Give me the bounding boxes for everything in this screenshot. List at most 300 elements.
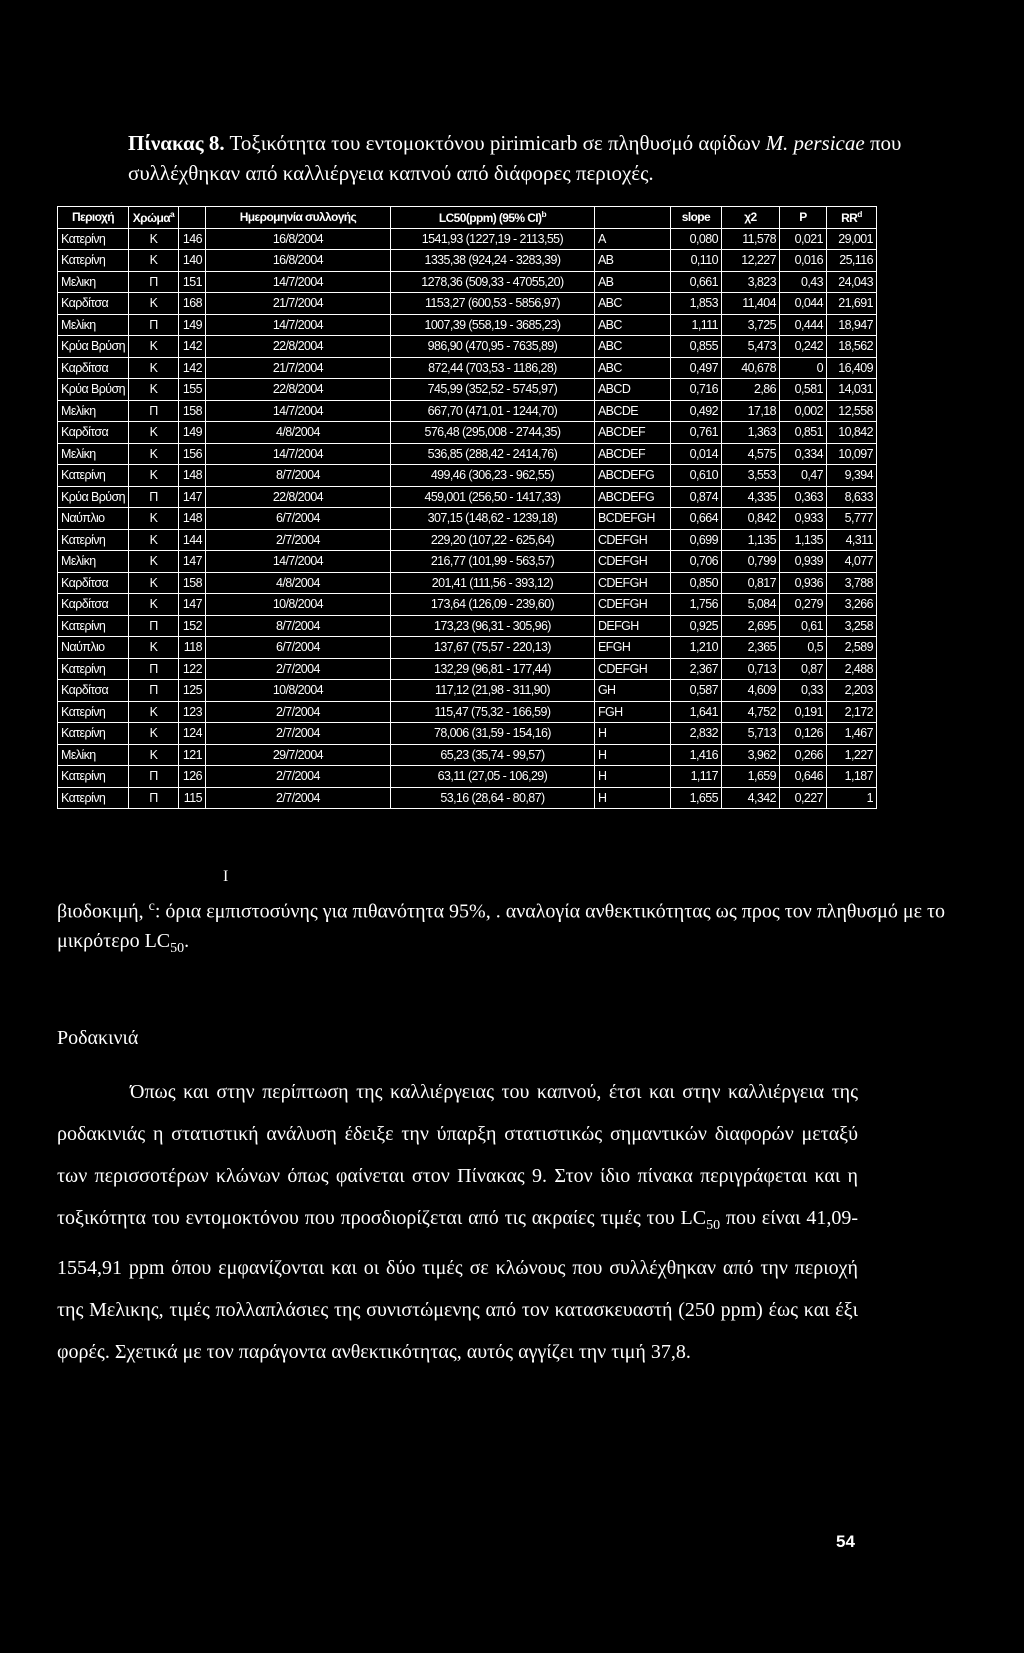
column-header: P [779, 207, 826, 229]
table-cell: 1007,39 (558,19 - 3685,23) [390, 314, 594, 336]
table-cell: Μελίκη [58, 443, 129, 465]
table-cell: 148 [178, 508, 205, 530]
table-cell: 16,409 [826, 357, 876, 379]
table-cell: 4/8/2004 [205, 422, 390, 444]
table-row [58, 422, 877, 444]
table-cell: 0,110 [670, 250, 721, 272]
table-cell: K [128, 529, 178, 551]
table-cell: K [128, 551, 178, 573]
table-cell: K [128, 744, 178, 766]
table-cell: 0,713 [721, 658, 779, 680]
table-cell: 123 [178, 701, 205, 723]
table-cell: 0,47 [779, 465, 826, 487]
table-cell: 156 [178, 443, 205, 465]
table-body [58, 228, 877, 809]
table-cell: 1,416 [670, 744, 721, 766]
table-cell: 0,242 [779, 336, 826, 358]
table-cell: 1,117 [670, 766, 721, 788]
table-cell: K [128, 422, 178, 444]
table-cell: K [128, 594, 178, 616]
column-header: Περιοχή [58, 207, 129, 229]
table-cell: 459,001 (256,50 - 1417,33) [390, 486, 594, 508]
table-cell: 2,365 [721, 637, 779, 659]
table-cell: 125 [178, 680, 205, 702]
table-cell: Καρδίτσα [58, 293, 129, 315]
table-cell: 10,842 [826, 422, 876, 444]
table-cell: 4,752 [721, 701, 779, 723]
table-cell: Π [128, 486, 178, 508]
table-cell: 1,363 [721, 422, 779, 444]
table-cell: 10/8/2004 [205, 680, 390, 702]
table-cell: 5,084 [721, 594, 779, 616]
table-cell: 1541,93 (1227,19 - 2113,55) [390, 228, 594, 250]
table-cell: 40,678 [721, 357, 779, 379]
table-cell: 115,47 (75,32 - 166,59) [390, 701, 594, 723]
table-cell: 118 [178, 637, 205, 659]
table-cell: 0,664 [670, 508, 721, 530]
table-cell: K [128, 723, 178, 745]
table-cell: 3,258 [826, 615, 876, 637]
table-cell: 745,99 (352,52 - 5745,97) [390, 379, 594, 401]
table-row [58, 766, 877, 788]
table-cell: 142 [178, 336, 205, 358]
table-cell: 147 [178, 551, 205, 573]
column-header: Χρώμα$^a$ [128, 207, 178, 229]
paragraph-part2: που είναι 41,09-1554,91 ppm όπου εμφανίζονται και οι δύο τιμές σε κλώνους που συλλέχθηκαν από την περιοχή της Μελικης, τιμές πολλαπλάσιες της συνιστώμενης από τον κατασκευαστή (250 ppm) έως και έξι φορές. Σχετικά με τον παράγοντα ανθεκτικότητας, αυτός αγγίζει την τιμή 37,8. [57, 1207, 859, 1363]
table-cell: 0,842 [721, 508, 779, 530]
table-cell: 147 [178, 486, 205, 508]
table-cell: 576,48 (295,008 - 2744,35) [390, 422, 594, 444]
column-header [594, 207, 670, 229]
table-cell: 12,558 [826, 400, 876, 422]
table-cell: 14/7/2004 [205, 551, 390, 573]
table-cell: 4,575 [721, 443, 779, 465]
table-cell: 0,126 [779, 723, 826, 745]
table-cell: 0,855 [670, 336, 721, 358]
table-cell: Μελίκη [58, 551, 129, 573]
table-cell: 25,116 [826, 250, 876, 272]
table-cell: CDEFGH [594, 529, 670, 551]
table-cell: 78,006 (31,59 - 154,16) [390, 723, 594, 745]
table-cell: 307,15 (148,62 - 1239,18) [390, 508, 594, 530]
table-cell: 137,67 (75,57 - 220,13) [390, 637, 594, 659]
table-cell: 0,33 [779, 680, 826, 702]
table-row [58, 379, 877, 401]
table-cell: 0,5 [779, 637, 826, 659]
table-cell: 4,342 [721, 787, 779, 809]
table-cell: 1,135 [721, 529, 779, 551]
table-cell: 22/8/2004 [205, 486, 390, 508]
table-cell: Καρδίτσα [58, 572, 129, 594]
table-cell: 0,044 [779, 293, 826, 315]
table-cell: 11,404 [721, 293, 779, 315]
table-cell: Κατερίνη [58, 465, 129, 487]
table-cell: Π [128, 680, 178, 702]
table-row [58, 357, 877, 379]
caption-species: M. persicae [765, 131, 865, 155]
table-cell: 155 [178, 379, 205, 401]
table-cell: 0,587 [670, 680, 721, 702]
table-cell: 0,936 [779, 572, 826, 594]
table-cell: 1,227 [826, 744, 876, 766]
table-cell: Κατερίνη [58, 250, 129, 272]
table-cell: K [128, 701, 178, 723]
table-cell: 5,473 [721, 336, 779, 358]
table-cell: 1335,38 (924,24 - 3283,39) [390, 250, 594, 272]
table-cell: 144 [178, 529, 205, 551]
table-row [58, 594, 877, 616]
section-subheading: Ροδακινιά [57, 1027, 139, 1049]
table-cell: Κατερίνη [58, 228, 129, 250]
table-cell: 1,853 [670, 293, 721, 315]
table-cell: A [594, 228, 670, 250]
table-cell: 6/7/2004 [205, 637, 390, 659]
table-cell: 2,86 [721, 379, 779, 401]
table-cell: K [128, 228, 178, 250]
table-cell: 2/7/2004 [205, 723, 390, 745]
table-row [58, 465, 877, 487]
table-cell: 3,823 [721, 271, 779, 293]
table-cell: 0,610 [670, 465, 721, 487]
table-cell: 0,61 [779, 615, 826, 637]
footnote-part2: : όρια εμπιστοσύνης για πιθανότητα 95%, . αναλογία ανθεκτικότητας ως προς τον πληθυσμό με το μικρότερο LC [57, 900, 946, 952]
table-cell: 122 [178, 658, 205, 680]
table-cell: 2/7/2004 [205, 529, 390, 551]
table-cell: 0,933 [779, 508, 826, 530]
table-cell: 1,655 [670, 787, 721, 809]
table-cell: Κατερίνη [58, 701, 129, 723]
table-cell: 14/7/2004 [205, 314, 390, 336]
caption-text-end: που συλλέχθηκαν από καλλιέργεια καπνού από διάφορες περιοχές. [128, 131, 902, 185]
table-cell: Καρδίτσα [58, 680, 129, 702]
table-cell: K [128, 572, 178, 594]
table-row [58, 271, 877, 293]
table-cell: 8,633 [826, 486, 876, 508]
table-cell: 229,20 (107,22 - 625,64) [390, 529, 594, 551]
table-cell: 0,279 [779, 594, 826, 616]
table-row [58, 486, 877, 508]
table-cell: ABCDEF [594, 443, 670, 465]
table-cell: AB [594, 271, 670, 293]
table-cell: Κατερίνη [58, 787, 129, 809]
table-cell: 2/7/2004 [205, 787, 390, 809]
table-cell: 0,699 [670, 529, 721, 551]
table-row [58, 744, 877, 766]
table-cell: 201,41 (111,56 - 393,12) [390, 572, 594, 594]
table-row [58, 723, 877, 745]
table-header-row [58, 207, 877, 229]
table-cell: GH [594, 680, 670, 702]
table-cell: K [128, 465, 178, 487]
table-cell: K [128, 443, 178, 465]
table-cell: Κρύα Βρύση [58, 336, 129, 358]
table-cell: 0,497 [670, 357, 721, 379]
table-cell: Μελίκη [58, 314, 129, 336]
table-row [58, 508, 877, 530]
table-row [58, 787, 877, 809]
table-cell: DEFGH [594, 615, 670, 637]
footnote-sup: c [148, 899, 155, 914]
table-footnote [57, 892, 957, 963]
table-cell: 29,001 [826, 228, 876, 250]
table-cell: Ναύπλιο [58, 637, 129, 659]
table-cell: 14/7/2004 [205, 400, 390, 422]
table-cell: 124 [178, 723, 205, 745]
table-cell: ABC [594, 336, 670, 358]
table-cell: 148 [178, 465, 205, 487]
table-cell: ABC [594, 293, 670, 315]
paragraph-part1: Όπως και στην περίπτωση της καλλιέργειας του καπνού, έτσι και στην καλλιέργεια της ροδακινιάς η στατιστική ανάλυση έδειξε την ύπαρξη στατιστικώς σημαντικών διαφορών μεταξύ των περισσοτέρων κλώνων όπως φαίνεται στον Πίνακας 9. Στον ίδιο πίνακα περιγράφεται και η τοξικότητα του εντομοκτόνου που προσδιορίζεται από τις ακραίες τιμές του LC [57, 1081, 858, 1229]
footnote-sub: 50 [170, 940, 185, 956]
table-cell: Κρύα Βρύση [58, 486, 129, 508]
table-cell: 0,925 [670, 615, 721, 637]
table-cell: 0,014 [670, 443, 721, 465]
table-cell: 0,021 [779, 228, 826, 250]
table-row [58, 400, 877, 422]
table-row [58, 572, 877, 594]
table-cell: CDEFGH [594, 658, 670, 680]
table-cell: Καρδίτσα [58, 357, 129, 379]
table-cell: 126 [178, 766, 205, 788]
table-cell: 0,002 [779, 400, 826, 422]
table-cell: 10,097 [826, 443, 876, 465]
body-paragraph [57, 1071, 858, 1373]
table-cell: 21/7/2004 [205, 357, 390, 379]
table-cell: 0,874 [670, 486, 721, 508]
table-cell: ABCDE [594, 400, 670, 422]
table-cell: K [128, 336, 178, 358]
table-cell: 146 [178, 228, 205, 250]
table-cell: Κατερίνη [58, 615, 129, 637]
table-cell: 4,335 [721, 486, 779, 508]
table-cell: ABCDEFG [594, 465, 670, 487]
toxicity-table [57, 206, 877, 809]
table-cell: 0,191 [779, 701, 826, 723]
table-cell: 21,691 [826, 293, 876, 315]
table-cell: 12,227 [721, 250, 779, 272]
table-cell: Κατερίνη [58, 766, 129, 788]
table-cell: Μελίκη [58, 744, 129, 766]
column-header: Ημερομηνία συλλογής [205, 207, 390, 229]
table-cell: CDEFGH [594, 551, 670, 573]
table-cell: 1,641 [670, 701, 721, 723]
table-cell: 2,589 [826, 637, 876, 659]
table-row [58, 680, 877, 702]
paragraph-sub: 50 [706, 1218, 721, 1233]
table-cell: 18,947 [826, 314, 876, 336]
table-cell: CDEFGH [594, 594, 670, 616]
table-cell: 1,659 [721, 766, 779, 788]
table-cell: 21/7/2004 [205, 293, 390, 315]
table-cell: FGH [594, 701, 670, 723]
table-cell: 14/7/2004 [205, 443, 390, 465]
table-cell: 0,716 [670, 379, 721, 401]
table-cell: 158 [178, 572, 205, 594]
table-cell: 0,817 [721, 572, 779, 594]
table-cell: 0,363 [779, 486, 826, 508]
table-cell: BCDEFGH [594, 508, 670, 530]
table-cell: 117,12 (21,98 - 311,90) [390, 680, 594, 702]
table-cell: 53,16 (28,64 - 80,87) [390, 787, 594, 809]
table-cell: 29/7/2004 [205, 744, 390, 766]
table-cell: 2,172 [826, 701, 876, 723]
table-cell: 2,203 [826, 680, 876, 702]
table-cell: 3,266 [826, 594, 876, 616]
table-cell: 986,90 (470,95 - 7635,89) [390, 336, 594, 358]
table-cell: Π [128, 314, 178, 336]
table-cell: 158 [178, 400, 205, 422]
table-row [58, 314, 877, 336]
table-cell: 4,077 [826, 551, 876, 573]
table-row [58, 443, 877, 465]
table-cell: 65,23 (35,74 - 99,57) [390, 744, 594, 766]
table-cell: H [594, 723, 670, 745]
table-cell: 115 [178, 787, 205, 809]
table-cell: 0,080 [670, 228, 721, 250]
table-cell: 24,043 [826, 271, 876, 293]
table-cell: 3,553 [721, 465, 779, 487]
table-cell: 216,77 (101,99 - 563,57) [390, 551, 594, 573]
table-cell: Καρδίτσα [58, 422, 129, 444]
column-header: χ2 [721, 207, 779, 229]
footnote-part1: βιοδοκιμή, [57, 900, 149, 923]
table-cell: 142 [178, 357, 205, 379]
table-cell: Π [128, 271, 178, 293]
table-cell: K [128, 357, 178, 379]
footnote-part3: . [184, 929, 190, 952]
table-cell: 1278,36 (509,33 - 47055,20) [390, 271, 594, 293]
toxicity-table-wrap [57, 206, 877, 809]
table-cell: Π [128, 787, 178, 809]
table-cell: 10/8/2004 [205, 594, 390, 616]
column-header: slope [670, 207, 721, 229]
table-cell: 1,187 [826, 766, 876, 788]
table-cell: K [128, 508, 178, 530]
table-cell: 16/8/2004 [205, 228, 390, 250]
table-cell: 8/7/2004 [205, 465, 390, 487]
table-cell: 121 [178, 744, 205, 766]
table-cell: Μελικη [58, 271, 129, 293]
table-row [58, 293, 877, 315]
table-cell: Π [128, 400, 178, 422]
table-cell: K [128, 250, 178, 272]
table-cell: 5,777 [826, 508, 876, 530]
table-row [58, 551, 877, 573]
table-cell: 16/8/2004 [205, 250, 390, 272]
table-cell: ABCD [594, 379, 670, 401]
table-cell: 3,962 [721, 744, 779, 766]
table-row [58, 701, 877, 723]
table-cell: 4/8/2004 [205, 572, 390, 594]
table-cell: 0,444 [779, 314, 826, 336]
table-row [58, 658, 877, 680]
table-cell: 14,031 [826, 379, 876, 401]
table-cell: 5,713 [721, 723, 779, 745]
table-cell: 0,799 [721, 551, 779, 573]
table-cell: K [128, 379, 178, 401]
table-cell: 0,43 [779, 271, 826, 293]
table-cell: 2/7/2004 [205, 658, 390, 680]
table-cell: 149 [178, 314, 205, 336]
table-cell: 0,334 [779, 443, 826, 465]
table-caption [128, 128, 988, 188]
table-cell: 152 [178, 615, 205, 637]
table-cell: 1153,27 (600,53 - 5856,97) [390, 293, 594, 315]
table-cell: Κρύα Βρύση [58, 379, 129, 401]
table-cell: 14/7/2004 [205, 271, 390, 293]
footnote-mark: I [223, 868, 229, 885]
table-cell: 0,661 [670, 271, 721, 293]
table-cell: H [594, 787, 670, 809]
table-cell: Π [128, 766, 178, 788]
table-cell: 149 [178, 422, 205, 444]
table-cell: 872,44 (703,53 - 1186,28) [390, 357, 594, 379]
table-cell: 0,016 [779, 250, 826, 272]
table-cell: 1,210 [670, 637, 721, 659]
table-cell: 8/7/2004 [205, 615, 390, 637]
column-header [178, 207, 205, 229]
table-cell: 1,135 [779, 529, 826, 551]
table-cell: K [128, 637, 178, 659]
table-cell: 2/7/2004 [205, 766, 390, 788]
table-cell: 9,394 [826, 465, 876, 487]
table-row [58, 637, 877, 659]
table-cell: 0,87 [779, 658, 826, 680]
table-cell: Π [128, 615, 178, 637]
table-cell: ABC [594, 357, 670, 379]
table-cell: 6/7/2004 [205, 508, 390, 530]
table-cell: EFGH [594, 637, 670, 659]
table-cell: 0,266 [779, 744, 826, 766]
table-cell: 2/7/2004 [205, 701, 390, 723]
table-cell: 168 [178, 293, 205, 315]
caption-label: Πίνακας 8. [128, 131, 225, 155]
table-cell: 0,646 [779, 766, 826, 788]
page-number: 54 [836, 1532, 855, 1551]
table-cell: K [128, 293, 178, 315]
table-cell: Καρδίτσα [58, 594, 129, 616]
table-cell: 22/8/2004 [205, 336, 390, 358]
table-cell: 17,18 [721, 400, 779, 422]
table-cell: 0 [779, 357, 826, 379]
table-cell: 0,851 [779, 422, 826, 444]
table-cell: Ναύπλιο [58, 508, 129, 530]
table-cell: 0,939 [779, 551, 826, 573]
table-cell: Κατερίνη [58, 723, 129, 745]
table-cell: 132,29 (96,81 - 177,44) [390, 658, 594, 680]
table-cell: ABC [594, 314, 670, 336]
table-cell: 63,11 (27,05 - 106,29) [390, 766, 594, 788]
table-cell: Μελίκη [58, 400, 129, 422]
table-cell: ABCDEFG [594, 486, 670, 508]
table-cell: 0,706 [670, 551, 721, 573]
table-cell: 0,581 [779, 379, 826, 401]
table-cell: Κατερίνη [58, 529, 129, 551]
table-cell: 667,70 (471,01 - 1244,70) [390, 400, 594, 422]
caption-text: Τοξικότητα του εντομοκτόνου pirimicarb σε πληθυσμό αφίδων [224, 131, 766, 155]
table-cell: 18,562 [826, 336, 876, 358]
table-cell: H [594, 766, 670, 788]
table-cell: 3,725 [721, 314, 779, 336]
table-row [58, 228, 877, 250]
table-cell: CDEFGH [594, 572, 670, 594]
table-cell: 2,832 [670, 723, 721, 745]
table-cell: Π [128, 658, 178, 680]
table-cell: 2,367 [670, 658, 721, 680]
table-cell: 499,46 (306,23 - 962,55) [390, 465, 594, 487]
table-cell: 1,756 [670, 594, 721, 616]
column-header: LC50(ppm) (95% CI)$^b$ [390, 207, 594, 229]
